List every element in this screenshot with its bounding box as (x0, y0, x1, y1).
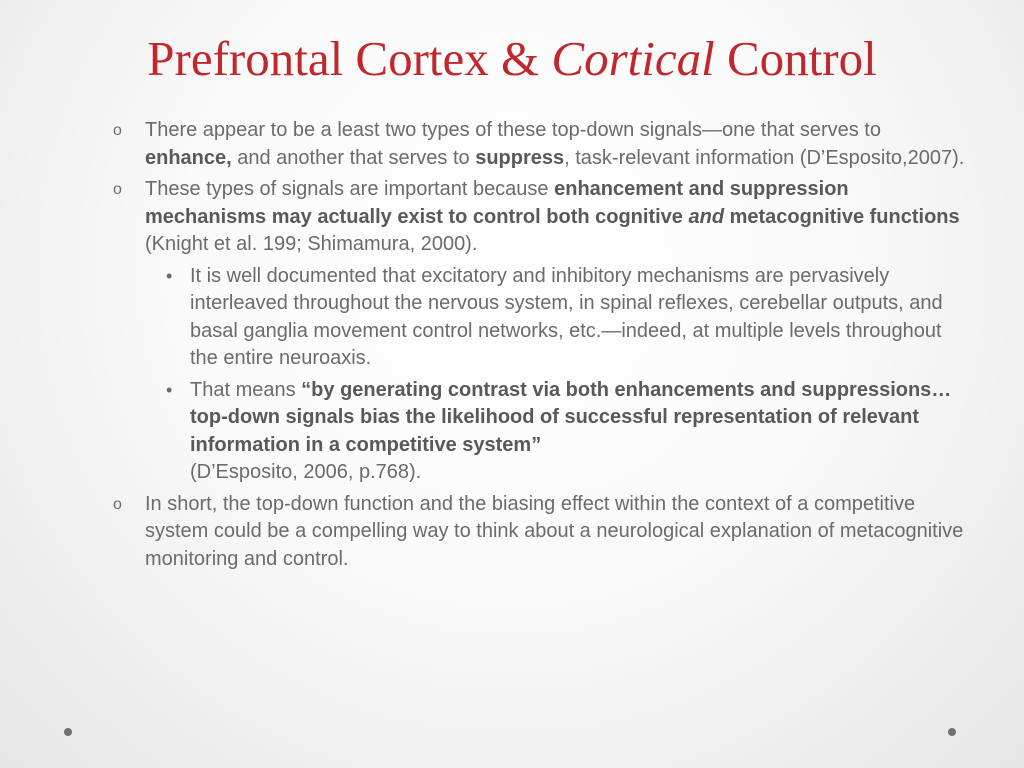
bullet-bold-text: metacognitive functions (724, 205, 960, 228)
bullet-text: There appear to be a least two types of these top-down signals—one that serves to (145, 119, 881, 141)
slide-title (0, 28, 1024, 90)
sub-bullet-bold-quote: “by generating contrast via both enhancements and suppressions… top-down signals bias the likelihood of successful representation of relevant information in a competitive system” (190, 378, 952, 456)
bullet-item (110, 176, 970, 259)
sub-bullet-text: It is well documented that excitatory and inhibitory mechanisms are pervasively interleaved throughout the nervous system, in spinal reflexes, cerebellar outputs, and basal ganglia movement control networks, etc.—indeed, at multiple levels throughout the entire neuroaxis. (190, 264, 943, 369)
bullet-item (110, 491, 970, 574)
bullet-text: In short, the top-down function and the biasing effect within the context of a competitive system could be a compelling way to think about a neurological explanation of metacognitive monitoring and control. (145, 492, 964, 570)
sub-bullet-citation: (D’Esposito, 2006, p.768). (190, 461, 422, 483)
title-part-1: Prefrontal Cortex & (147, 31, 540, 86)
circle-bullet-icon: o (113, 495, 122, 513)
bullet-text: , task-relevant information (D’Esposito,2007). (564, 146, 965, 169)
title-part-3: Control (727, 31, 877, 86)
circle-bullet-icon: o (113, 122, 122, 139)
corner-dot-left (64, 728, 72, 736)
slide-body (110, 117, 970, 577)
bullet-text: and another that serves to (231, 146, 476, 169)
bullet-item (110, 117, 970, 172)
sub-bullet-item (110, 263, 970, 373)
circle-bullet-icon: o (113, 181, 122, 198)
dot-bullet-icon: • (166, 379, 173, 400)
bullet-bold-italic-text: and (688, 205, 725, 228)
sub-bullet-text: That means (190, 378, 302, 401)
bullet-bold-text: suppress (475, 146, 565, 169)
bullet-text: (Knight et al. 199; Shimamura, 2000). (145, 233, 478, 255)
corner-dot-right (948, 728, 956, 736)
bullet-bold-text: enhancement and suppression mechanisms may actually exist to control both cognitive (145, 178, 849, 228)
bullet-text: These types of signals are important because (145, 178, 555, 200)
dot-bullet-icon: • (166, 265, 173, 286)
sub-bullet-item (110, 377, 970, 487)
bullet-bold-text: enhance, (145, 146, 232, 169)
title-part-2-italic: Cortical (551, 31, 715, 86)
